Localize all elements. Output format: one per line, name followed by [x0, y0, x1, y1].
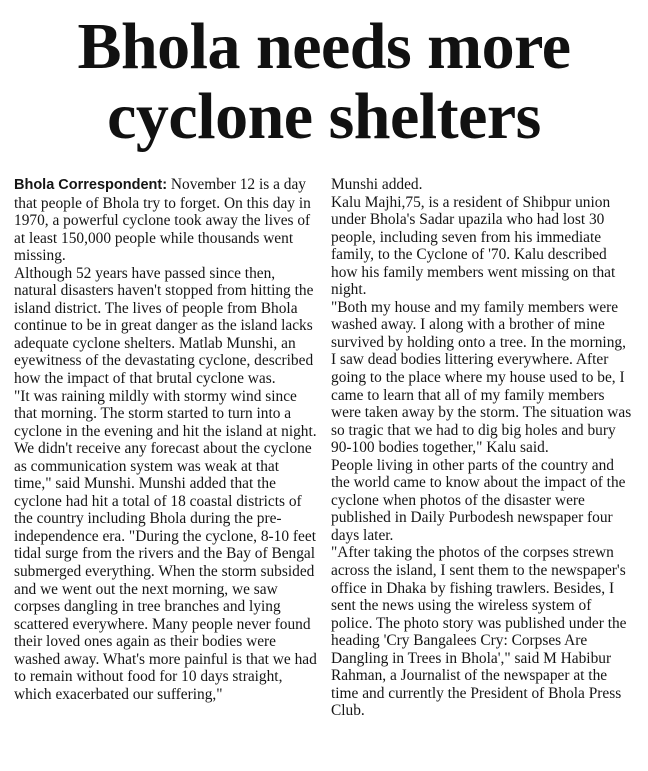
headline-line-2: cyclone shelters: [107, 80, 541, 153]
paragraph: Kalu Majhi,75, is a resident of Shibpur union under Bhola's Sadar upazila who had lost 30 people, including seven from his immediate family, to the Cyclone of '70. Kalu described how his family members went missing on that night.: [331, 193, 616, 299]
paragraph: [14, 176, 317, 265]
headline-line-1: Bhola needs more: [77, 10, 571, 83]
article-column-left: [14, 176, 317, 720]
paragraph: "It was raining mildly with stormy wind since that morning. The storm started to turn into a cyclone in the evening and hit the island at night. We didn't receive any forecast about the cyclone as communication system was weak at that time," said Munshi. Munshi added that the cyclone had hit a total of 18 coastal districts of the country including Bhola during the pre-independence era. "During the cyclone, 8-10 feet tidal surge from the rivers and the Bay of Bengal submerged everything. When the storm subsided and we went out the next morning, we saw corpses dangling in tree branches and lying scattered everywhere. Many people never found their loved ones again as their bodies were washed away. What's more painful is that we had to remain without food for 10 days straight, which exacerbated our suffering,": [14, 387, 317, 703]
paragraph: "Both my house and my family members were washed away. I along with a brother of mine survived by holding onto a tree. In the morning, I saw dead bodies littering everywhere. After going to the place where my house used to be, I came to learn that all of my family members were taken away by the storm. The situation was so tragic that we had to dig big holes and bury 90-100 bodies together," Kalu said.: [331, 298, 632, 457]
paragraph: Although 52 years have passed since then, natural disasters haven't stopped from hitting the island district. The lives of people from Bhola continue to be in great danger as the island lacks adequate cyclone shelters. Matlab Munshi, an eyewitness of the devastating cyclone, described how the impact of that brutal cyclone was.: [14, 264, 314, 388]
paragraph: "After taking the photos of the corpses strewn across the island, I sent them to the newspaper's office in Dhaka by fishing trawlers. Besides, I sent the news using the wireless system of police. The photo story was published under the heading 'Cry Bangalees Cry: Corpses Are Dangling in Trees in Bhola'," said M Habibur Rahman, a Journalist of the newspaper at the time and currently the President of Bhola Press Club.: [331, 544, 627, 720]
paragraph: Munshi added.: [331, 176, 423, 193]
paragraph: People living in other parts of the country and the world came to know about the impact of the cyclone when photos of the disaster were published in Daily Purbodesh newspaper four days later.: [331, 456, 626, 544]
article-body: [14, 176, 634, 720]
headline: [0, 12, 648, 152]
byline: Bhola Correspondent:: [14, 177, 168, 193]
paragraph-text: November 12 is a day that people of Bhola try to forget. On this day in 1970, a powerful cyclone took away the lives of at least 150,000 people while thousands went missing.: [14, 176, 311, 265]
article-column-right: [331, 176, 634, 720]
